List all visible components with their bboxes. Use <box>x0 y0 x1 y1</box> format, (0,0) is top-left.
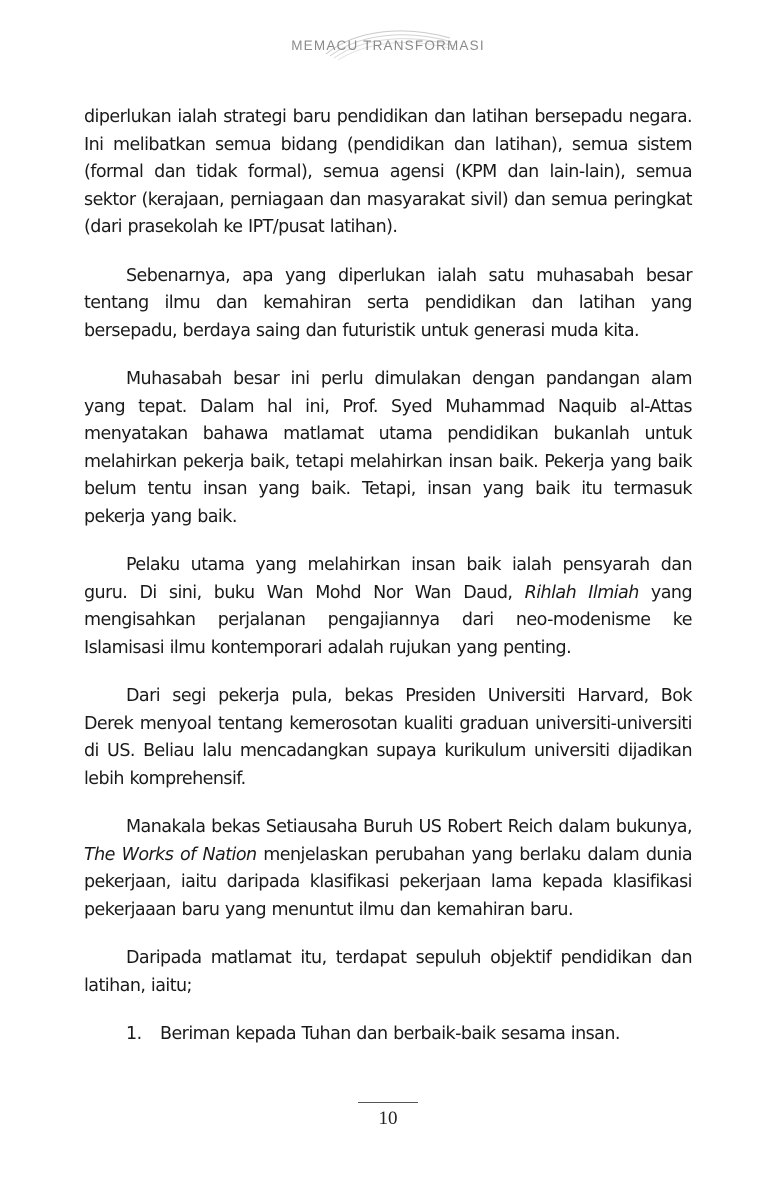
paragraph-4-text-b: yang mengisahkan perjalanan pengajiannya dari neo-modenisme ke Islamisasi ilmu kontemporari adalah rujukan yang penting. <box>84 582 693 658</box>
footer-divider <box>358 1102 418 1103</box>
list-item-number: 1. <box>126 1024 142 1044</box>
book-title-rihlah-ilmiah: Rihlah Ilmiah <box>524 582 639 603</box>
paragraph-1: diperlukan ialah strategi baru pendidikan dan latihan bersepadu negara. Ini melibatkan semua bidang (pendidikan dan latihan), semua sistem (formal dan tidak formal), semua agensi (KPM dan lain-lain), semua sektor (kerajaan, perniagaan dan masyarakat sivil) dan semua peringkat (dari prasekolah ke IPT/pusat latihan). <box>84 107 692 237</box>
list-item <box>84 1021 692 1049</box>
paragraph-2: Sebenarnya, apa yang diperlukan ialah satu muhasabah besar tentang ilmu dan kemahiran serta pendidikan dan latihan yang bersepadu, berdaya saing dan futuristik untuk generasi muda kita. <box>84 265 692 341</box>
paragraph-7: Daripada matlamat itu, terdapat sepuluh objektif pendidikan dan latihan, iaitu; <box>84 948 692 996</box>
paragraph-4 <box>84 552 692 662</box>
running-header <box>0 38 776 53</box>
paragraph-3: Muhasabah besar ini perlu dimulakan dengan pandangan alam yang tepat. Dalam hal ini, Prof. Syed Muhammad Naquib al-Attas menyatakan bahawa matlamat utama pendidikan bukanlah untuk melahirkan pekerja baik, tetapi melahirkan insan baik. Pekerja yang baik belum tentu insan yang baik. Tetapi, insan yang baik itu termasuk pekerja yang baik. <box>84 369 692 527</box>
paragraph-5: Dari segi pekerja pula, bekas Presiden Universiti Harvard, Bok Derek menyoal tentang kemerosotan kualiti graduan universiti-universiti di US. Beliau lalu mencadangkan supaya kurikulum universiti dijadikan lebih komprehensif. <box>84 686 692 789</box>
paragraph-6-text-b: menjelaskan perubahan yang berlaku dalam dunia pekerjaan, iaitu daripada klasifikasi pekerjaan lama kepada klasifikasi pekerjaaan baru yang menuntut ilmu dan kemahiran baru. <box>84 844 692 920</box>
paragraph-6-text-a: Manakala bekas Setiausaha Buruh US Robert Reich dalam bukunya, <box>126 817 692 837</box>
list-item-text: Beriman kepada Tuhan dan berbaik-baik sesama insan. <box>160 1024 620 1044</box>
paragraph-4-text-a: Pelaku utama yang melahirkan insan baik ialah pensyarah dan guru. Di sini, buku Wan Mohd Nor Wan Daud, <box>84 555 692 603</box>
page-number: 10 <box>378 1108 398 1129</box>
running-title: MEMACU TRANSFORMASI <box>291 38 485 53</box>
body-text <box>84 104 692 1070</box>
paragraph-6 <box>84 814 692 924</box>
book-title-works-of-nation: The Works of Nation <box>84 844 257 865</box>
